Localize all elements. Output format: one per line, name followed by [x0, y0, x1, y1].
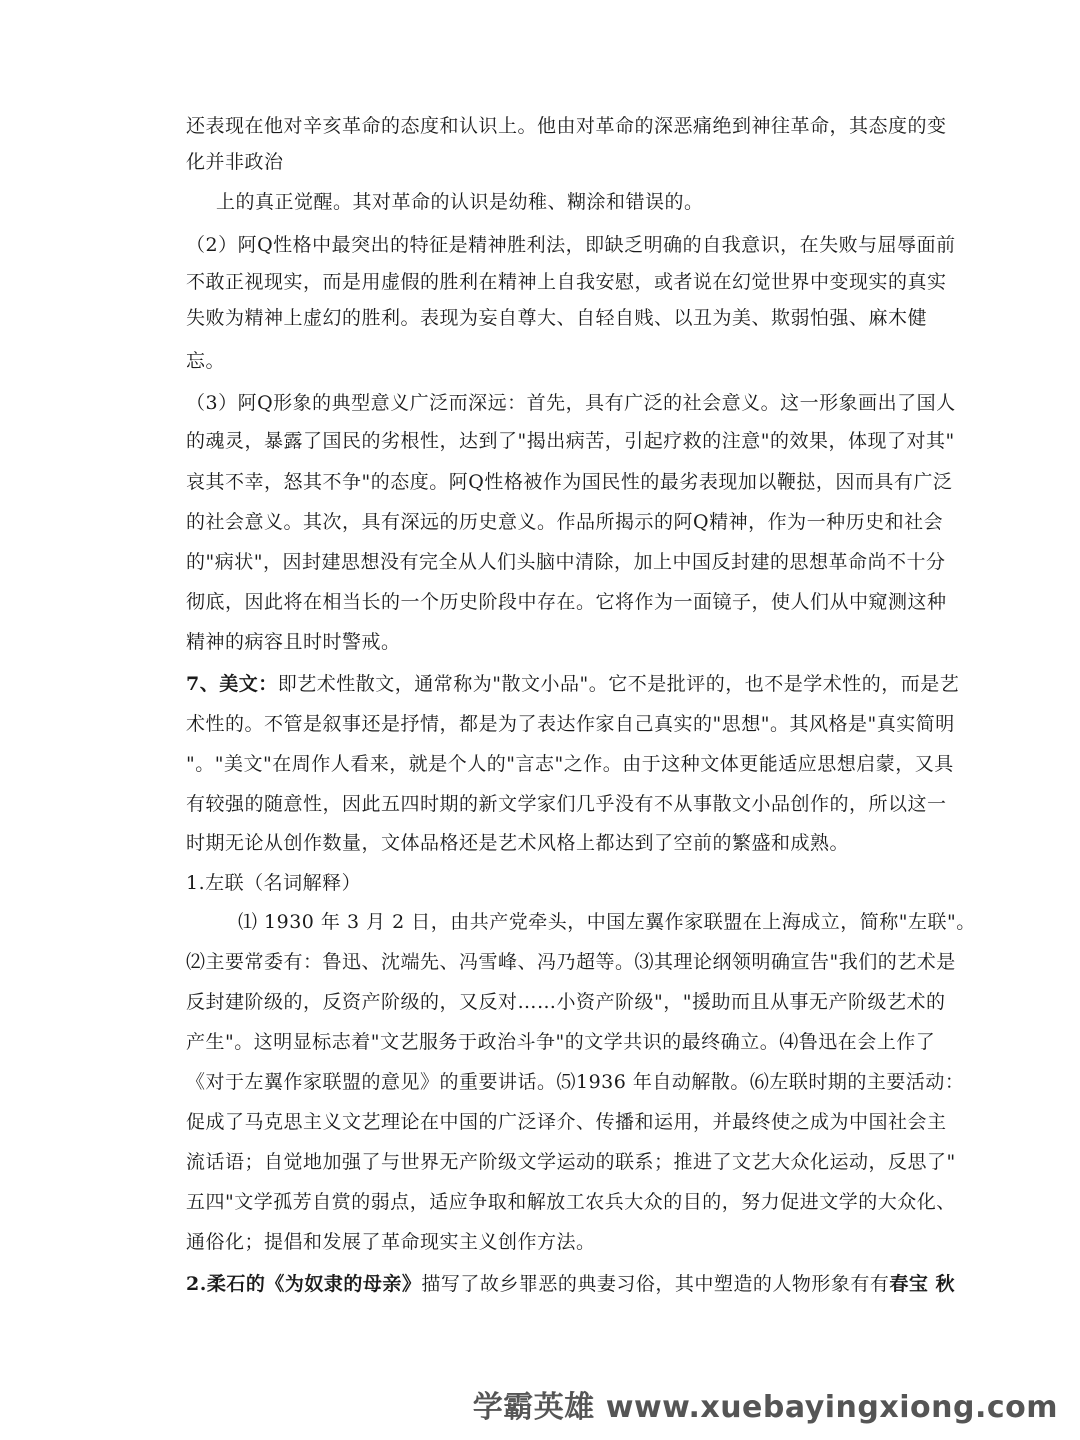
text-line: （3）阿Q形象的典型意义广泛而深远：首先，具有广泛的社会意义。这一形象画出了国人	[186, 392, 956, 414]
text-line: 精神的病容且时时警戒。	[186, 631, 401, 653]
text-line: 五四"文学孤芳自赏的弱点，适应争取和解放工农兵大众的目的，努力促进文学的大众化、	[186, 1191, 956, 1213]
text-line: 有较强的随意性，因此五四时期的新文学家们几乎没有不从事散文小品创作的，所以这一	[186, 793, 947, 815]
text-line: 上的真正觉醒。其对革命的认识是幼稚、糊涂和错误的。	[216, 191, 704, 213]
text-line: 化并非政治	[186, 151, 284, 173]
text-line: 还表现在他对辛亥革命的态度和认识上。他由对革命的深恶痛绝到神往革命，其态度的变	[186, 115, 947, 137]
text-line: 流话语；自觉地加强了与世界无产阶级文学运动的联系；推进了文艺大众化运动，反思了"	[186, 1151, 956, 1173]
text-line: （2）阿Q性格中最突出的特征是精神胜利法，即缺乏明确的自我意识，在失败与屈辱面前	[186, 234, 956, 256]
text-line: 通俗化；提倡和发展了革命现实主义创作方法。	[186, 1231, 596, 1253]
text-line: 忘。	[186, 350, 226, 372]
text-line: 的社会意义。其次，具有深远的历史意义。作品所揭示的阿Q精神，作为一种历史和社会	[186, 511, 944, 533]
text-line: "。"美文"在周作人看来，就是个人的"言志"之作。由于这种文体更能适应思想启蒙，又具	[186, 753, 954, 775]
text-line: 彻底，因此将在相当长的一个历史阶段中存在。它将作为一面镜子，使人们从中窥测这种	[186, 591, 947, 613]
text-line: 产生"。这明显标志着"文艺服务于政治斗争"的文学共识的最终确立。⑷鲁迅在会上作了	[186, 1031, 936, 1053]
rou-shi-middle: 描写了故乡罪恶的典妻习俗，其中塑造的人物形象有有	[421, 1273, 890, 1295]
text-line: 失败为精神上虚幻的胜利。表现为妄自尊大、自轻自贱、以丑为美、欺弱怕强、麻木健	[186, 307, 928, 329]
text-line: 时期无论从创作数量，文体品格还是艺术风格上都达到了空前的繁盛和成熟。	[186, 832, 850, 854]
text-line: 术性的。不管是叙事还是抒情，都是为了表达作家自己真实的"思想"。其风格是"真实简明	[186, 713, 955, 735]
site-watermark: 学霸英雄 www.xuebayingxiong.com	[472, 1390, 1058, 1425]
section-heading: 1.左联（名词解释）	[186, 872, 362, 894]
text-line: 促成了马克思主义文艺理论在中国的广泛译介、传播和运用，并最终使之成为中国社会主	[186, 1111, 947, 1133]
text-line: 不敢正视现实，而是用虚假的胜利在精神上自我安慰，或者说在幻觉世界中变现实的真实	[186, 271, 947, 293]
meiwen-paragraph-first-line	[186, 672, 960, 696]
rou-shi-line	[186, 1272, 955, 1296]
book-title: 《为奴隶的母亲》	[265, 1273, 422, 1295]
meiwen-label: 7、美文：	[186, 673, 278, 695]
text-line: 的"病状"，因封建思想没有完全从人们头脑中清除，加上中国反封建的思想革命尚不十分	[186, 551, 946, 573]
text-line: 的魂灵，暴露了国民的劣根性，达到了"揭出病苦，引起疗救的注意"的效果，体现了对其"	[186, 430, 955, 452]
text-line: 《对于左翼作家联盟的意见》的重要讲话。⑸1936 年自动解散。⑹左联时期的主要活动：	[186, 1071, 965, 1093]
character-names: 春宝 秋	[889, 1273, 955, 1295]
rou-shi-prefix: 2.柔石的	[186, 1273, 266, 1295]
text-line: ⑴ 1930 年 3 月 2 日，由共产党牵头，中国左翼作家联盟在上海成立，简称"左联"。	[238, 911, 976, 933]
text-line: 即艺术性散文，通常称为"散文小品"。它不是批评的，也不是学术性的，而是艺	[277, 673, 960, 695]
text-line: 反封建阶级的，反资产阶级的，又反对……小资产阶级"，"援助而且从事无产阶级艺术的	[186, 991, 946, 1013]
text-line: ⑵主要常委有：鲁迅、沈端先、冯雪峰、冯乃超等。⑶其理论纲领明确宣告"我们的艺术是	[186, 951, 956, 973]
text-line: 哀其不幸，怒其不争"的态度。阿Q性格被作为国民性的最劣表现加以鞭挞，因而具有广泛	[186, 471, 953, 493]
